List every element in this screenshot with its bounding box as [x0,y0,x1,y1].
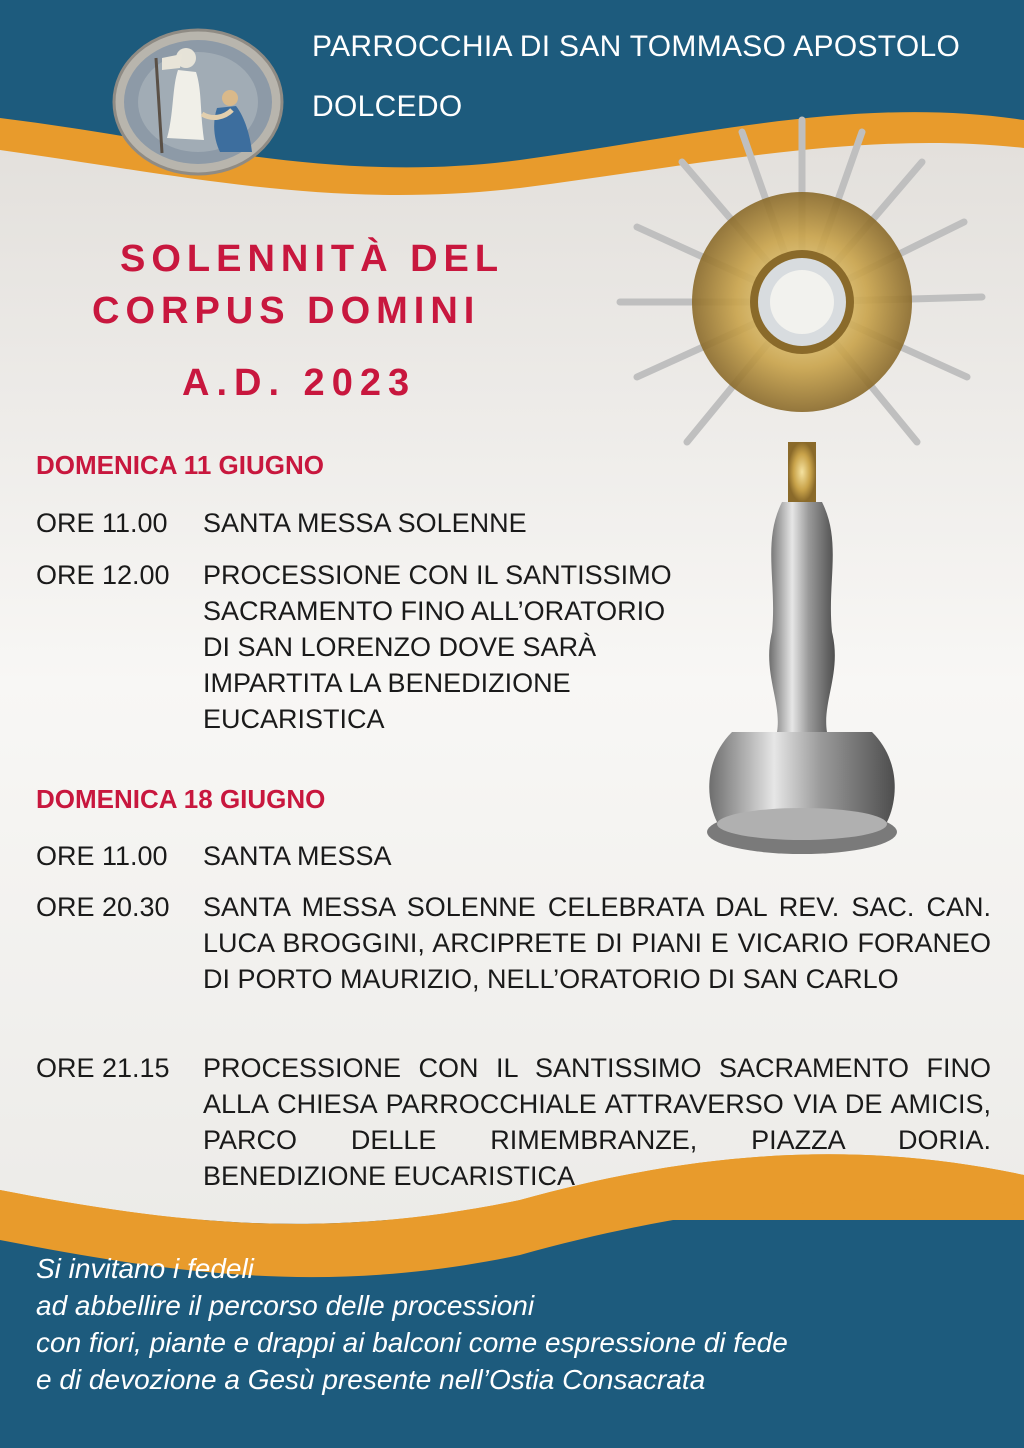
parish-name: PARROCCHIA DI SAN TOMMASO APOSTOLO [312,30,961,63]
day-heading: DOMENICA 11 GIUGNO [36,450,324,480]
event-description: SANTA MESSA [203,841,392,871]
event-time: ORE 11.00 [36,841,168,871]
event-description: PROCESSIONE CON IL SANTISSIMO SACRAMENTO FINO ALLA CHIESA PARROCCHIALE ATTRAVERSO VIA DE AMICIS, PARCO DELLE RIMEMBRANZE, PIAZZA DORIA. BENEDIZIONE EUCARISTICA [203,1053,991,1191]
title-line-2: CORPUS DOMINI [92,290,481,332]
footer-line: e di devozione a Gesù presente nell’Ostia Consacrata [36,1364,706,1395]
title-line-1: SOLENNITÀ DEL [120,238,505,280]
parish-town: DOLCEDO [312,90,463,123]
footer-line: con fiori, piante e drappi ai balconi come espressione di fede [36,1327,788,1358]
event-time: ORE 11.00 [36,508,168,538]
event-description: SANTA MESSA SOLENNE [203,508,527,538]
day-heading: DOMENICA 18 GIUGNO [36,784,326,814]
event-time: ORE 12.00 [36,560,170,590]
event-description: PROCESSIONE CON IL SANTISSIMO SACRAMENTO FINO ALL’ORATORIO DI SAN LORENZO DOVE SARÀ IMPARTITA LA BENEDIZIONE EUCARISTICA [203,560,672,734]
saint-thomas-medallion [112,28,284,176]
title-year: A.D. 2023 [182,362,417,404]
event-time: ORE 21.15 [36,1053,170,1083]
monstrance-photo [612,112,992,864]
event-description: SANTA MESSA SOLENNE CELEBRATA DAL REV. SAC. CAN. LUCA BROGGINI, ARCIPRETE DI PIANI E VICARIO FORANEO DI PORTO MAURIZIO, NELL’ORATORIO DI SAN CARLO [203,892,991,994]
footer-line: ad abbellire il percorso delle processioni [36,1290,535,1321]
footer-line: Si invitano i fedeli [36,1253,254,1284]
event-time: ORE 20.30 [36,892,170,922]
footer-invitation [36,1250,788,1398]
